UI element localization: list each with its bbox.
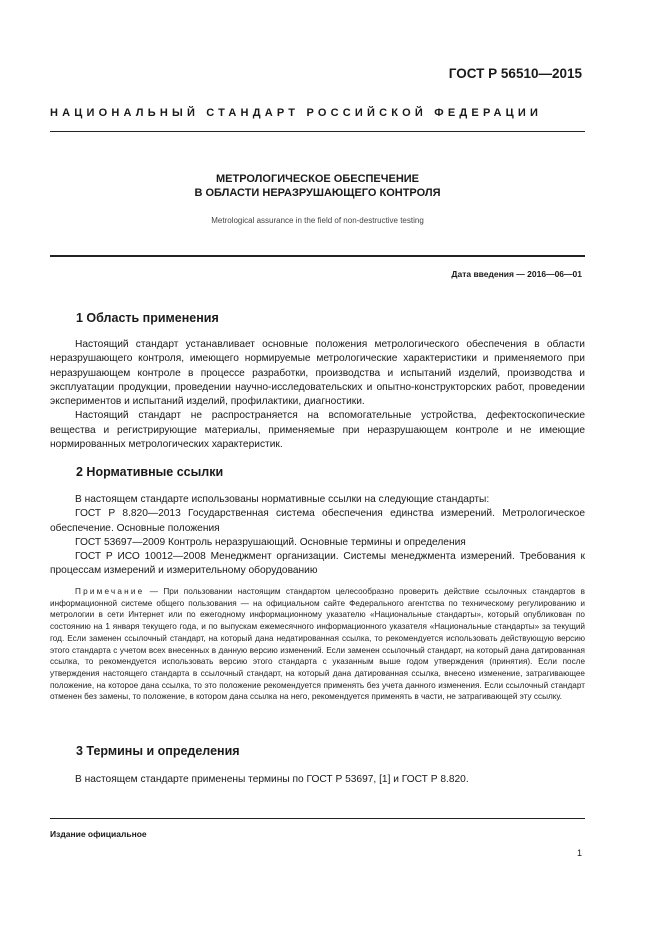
note-text: — При пользовании настоящим стандартом целесообразно проверить действие ссылочных стандартов в информационной системе общего пользования — на официальном сайте Федерального агентства по техническому регулированию и метрологии в сети Интернет или по ежегодному информационному указателю «Национальные стандарты», который опубликован по состоянию на 1 января текущего года, и по выпускам ежемесячного информационного указателя «Национальные стандарты» за текущий год. Если заменен ссылочный стандарт, на который дана недатированная ссылка, то рекомендуется использовать действующую версию этого стандарта с учетом всех внесенных в данную версию изменений. Если заменен ссылочный стандарт, на который дана датированная ссылка, то рекомендуется использовать версию этого стандарта с указанным выше годом утверждения (принятия). Если после утверждения настоящего стандарта в ссылочный стандарт, на который дана датированная ссылка, внесено изменение, затрагивающее положение, на которое дана ссылка, то это положение рекомендуется применять без учета данного изменения. Если ссылочный стандарт отменен без замены, то положение, в котором дана ссылка на него, рекомендуется применять в части, не затрагивающей эту ссылку.: [50, 587, 585, 702]
reference-item: ГОСТ Р 8.820—2013 Государственная система обеспечения единства измерений. Метрологическое обеспечение. Основные положения: [50, 508, 585, 534]
english-title: Metrological assurance in the field of non-destructive testing: [211, 216, 424, 225]
section-3-paragraph: В настоящем стандарте применены термины по ГОСТ Р 53697, [1] и ГОСТ Р 8.820.: [75, 774, 469, 785]
references-intro: В настоящем стандарте использованы нормативные ссылки на следующие стандарты:: [75, 494, 490, 505]
title-line-1: МЕТРОЛОГИЧЕСКОЕ ОБЕСПЕЧЕНИЕ: [215, 173, 420, 185]
section-3-heading: 3 Термины и определения: [76, 744, 240, 758]
section-3-body: [50, 773, 585, 787]
header-divider: [50, 131, 585, 132]
official-edition-label: Издание официальное: [50, 829, 147, 839]
title-divider: [50, 255, 585, 257]
section-1-heading: 1 Область применения: [76, 311, 219, 325]
national-standard-banner: НАЦИОНАЛЬНЫЙ СТАНДАРТ РОССИЙСКОЙ ФЕДЕРАЦИИ: [50, 107, 543, 119]
section-1-body: [50, 338, 585, 452]
reference-item: ГОСТ 53697—2009 Контроль неразрушающий. Основные термины и определения: [75, 536, 466, 548]
reference-item: ГОСТ Р ИСО 10012—2008 Менеджмент организации. Системы менеджмента измерений. Требования к процессам измерений и измерительному оборудованию: [50, 551, 585, 577]
note-label: Примечание: [75, 587, 145, 596]
document-title: [50, 172, 585, 200]
standard-code: ГОСТ Р 56510—2015: [448, 66, 582, 81]
footer-divider: [50, 818, 585, 819]
section-2-heading: 2 Нормативные ссылки: [76, 465, 224, 479]
title-line-2: В ОБЛАСТИ НЕРАЗРУШАЮЩЕГО КОНТРОЛЯ: [194, 187, 441, 199]
section-2-body: [50, 493, 585, 579]
page-number: 1: [576, 848, 582, 858]
effective-date: Дата введения — 2016—06—01: [451, 269, 582, 279]
note-paragraph: [50, 586, 585, 703]
section-1-paragraph: Настоящий стандарт не распространяется на вспомогательные устройства, дефектоскопические вещества и регистрирующие материалы, применяемые при неразрушающем контроле и не имеющие нормированных метрологических характеристик.: [50, 410, 585, 451]
section-1-paragraph: Настоящий стандарт устанавливает основные положения метрологического обеспечения в области неразрушающего контроля, имеющего нормируемые метрологические характеристики и применяемого при неразрушающем контроле в процессе разработки, производства и испытаний изделий, производства и эксплуатации продукции, проведении научно-исследовательских и опытно-конструкторских работ, проведении экспериментов и испытаний изделий, профилактики, диагностики.: [50, 339, 585, 408]
